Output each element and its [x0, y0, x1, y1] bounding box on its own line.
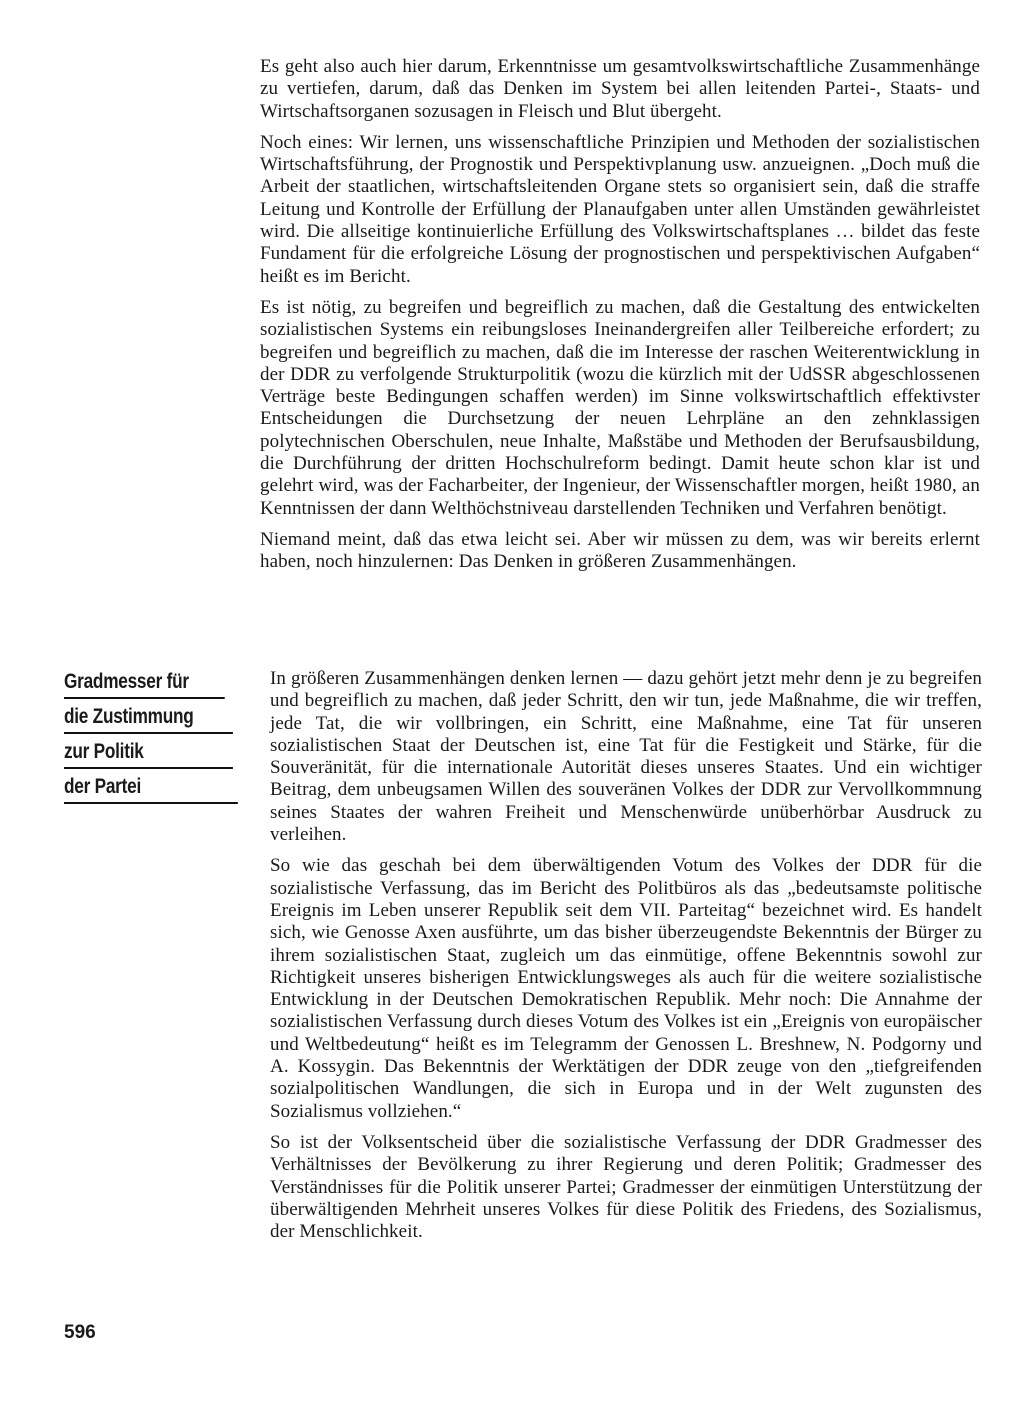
heading-line: die Zustimmung: [64, 705, 233, 734]
paragraph: Es ist nötig, zu begreifen und begreiflich zu machen, daß die Gestaltung des entwickelten sozialistischen Systems ein reibungsloses Ineinandergreifen aller Teilbereiche erfordert; zu begreifen und begreiflich zu machen, daß die im Interesse der raschen Weiterentwicklung in der DDR zu verfolgende Strukturpolitik (wozu die kürzlich mit der UdSSR abgeschlossenen Verträge beste Bedingungen schaffen werden) im Sinne volkswirtschaftlich effektivster Entscheidungen die Durchsetzung der neuen Lehrpläne an den zehnklassigen polytechnischen Oberschulen, neue Inhalte, Maßstäbe und Methoden der Berufsausbildung, die Durchführung der dritten Hochschulreform bedingt. Damit heute schon klar ist und gelehrt wird, was der Facharbeiter, der Ingenieur, der Wissenschaftler morgen, heißt 1980, an Kenntnissen der dann Welthöchstniveau darstellenden Techniken und Verfahren benötigt.: [260, 296, 980, 519]
heading-line: Gradmesser für: [64, 670, 225, 699]
paragraph: Es geht also auch hier darum, Erkenntnisse um gesamtvolkswirtschaftliche Zusammenhänge zu vertiefen, darum, daß das Denken im System bei allen leitenden Partei-, Staats- und Wirtschaftsorganen sozusagen in Fleisch und Blut übergeht.: [260, 56, 980, 122]
paragraph: So wie das geschah bei dem überwältigenden Votum des Volkes der DDR für die sozialistische Verfassung, das im Bericht des Politbüros als das „bedeutsamste politische Ereignis im Leben unserer Republik seit dem VII. Parteitag“ bezeichnet wird. Es handelt sich, wie Genosse Axen ausführte, um das bisher überzeugendste Bekenntnis der Bürger zu ihrem sozialistischen Staat, zugleich um das einmütige, offene Bekenntnis sowohl zur Richtigkeit unseres bisherigen Entwicklungsweges als auch für die weitere sozialistische Entwicklung in der Deutschen Demokratischen Republik. Mehr noch: Die Annahme der sozialistischen Verfassung durch dieses Votum des Volkes ist ein „Ereignis von europäischer und Weltbedeutung“ heißt es im Telegramm der Genossen L. Breshnew, N. Podgorny und A. Kossygin. Das Bekenntnis der Werktätigen der DDR zeuge von den „tiefgreifenden sozialpolitischen Wandlungen, die sich in Europa und in der Welt zugunsten des Sozialismus vollziehen.“: [270, 855, 982, 1122]
page-number: 596: [64, 1322, 96, 1343]
upper-text-column: [260, 56, 980, 574]
paragraph: Niemand meint, daß das etwa leicht sei. Aber wir müssen zu dem, was wir bereits erlernt haben, noch hinzulernen: Das Denken in größeren Zusammenhängen.: [260, 528, 980, 573]
paragraph: Noch eines: Wir lernen, uns wissenschaftliche Prinzipien und Methoden der sozialistischen Wirtschaftsführung, der Prognostik und Perspektivplanung usw. anzueignen. „Doch muß die Arbeit der staatlichen, wirtschaftsleitenden Organe stets so organisiert sein, daß die straffe Leitung und Kontrolle der Erfüllung der Planaufgaben unter allen Umständen gewährleistet wird. Die allseitige kontinuierliche Erfüllung des Volkswirtschaftsplanes … bildet das feste Fundament für die erfolgreiche Lösung der prognostischen und perspektivischen Aufgaben“ heißt es im Bericht.: [260, 131, 980, 287]
paragraph: In größeren Zusammenhängen denken lernen — dazu gehört jetzt mehr denn je zu begreifen und begreiflich zu machen, daß jeder Schritt, den wir tun, jede Maßnahme, die wir treffen, jede Tat, die wir vollbringen, ein Schritt, eine Maßnahme, eine Tat für unseren sozialistischen Staat der Deutschen ist, eine Tat für die Festigkeit und Stärke, für die Souveränität, für die internationale Autorität dieses unseres Staates. Und ein wichtiger Beitrag, dem unbeugsamen Willen des souveränen Volkes der DDR zur Vervollkommnung seines Staates der wahren Freiheit und Menschenwürde unüberhörbar Ausdruck zu verleihen.: [270, 668, 982, 846]
heading-line: zur Politik: [64, 740, 233, 769]
heading-line: der Partei: [64, 775, 238, 804]
lower-text-column: [270, 668, 982, 1243]
paragraph: So ist der Volksentscheid über die sozialistische Verfassung der DDR Gradmesser des Verhältnisses der Bevölkerung zu ihrer Regierung und deren Politik; Gradmesser des Verständnisses für die Politik unserer Partei; Gradmesser der einmütigen Unterstützung der überwältigenden Mehrheit unseres Volkes für diese Politik des Friedens, des Sozialismus, der Menschlichkeit.: [270, 1131, 982, 1243]
marginal-heading: [64, 670, 240, 810]
